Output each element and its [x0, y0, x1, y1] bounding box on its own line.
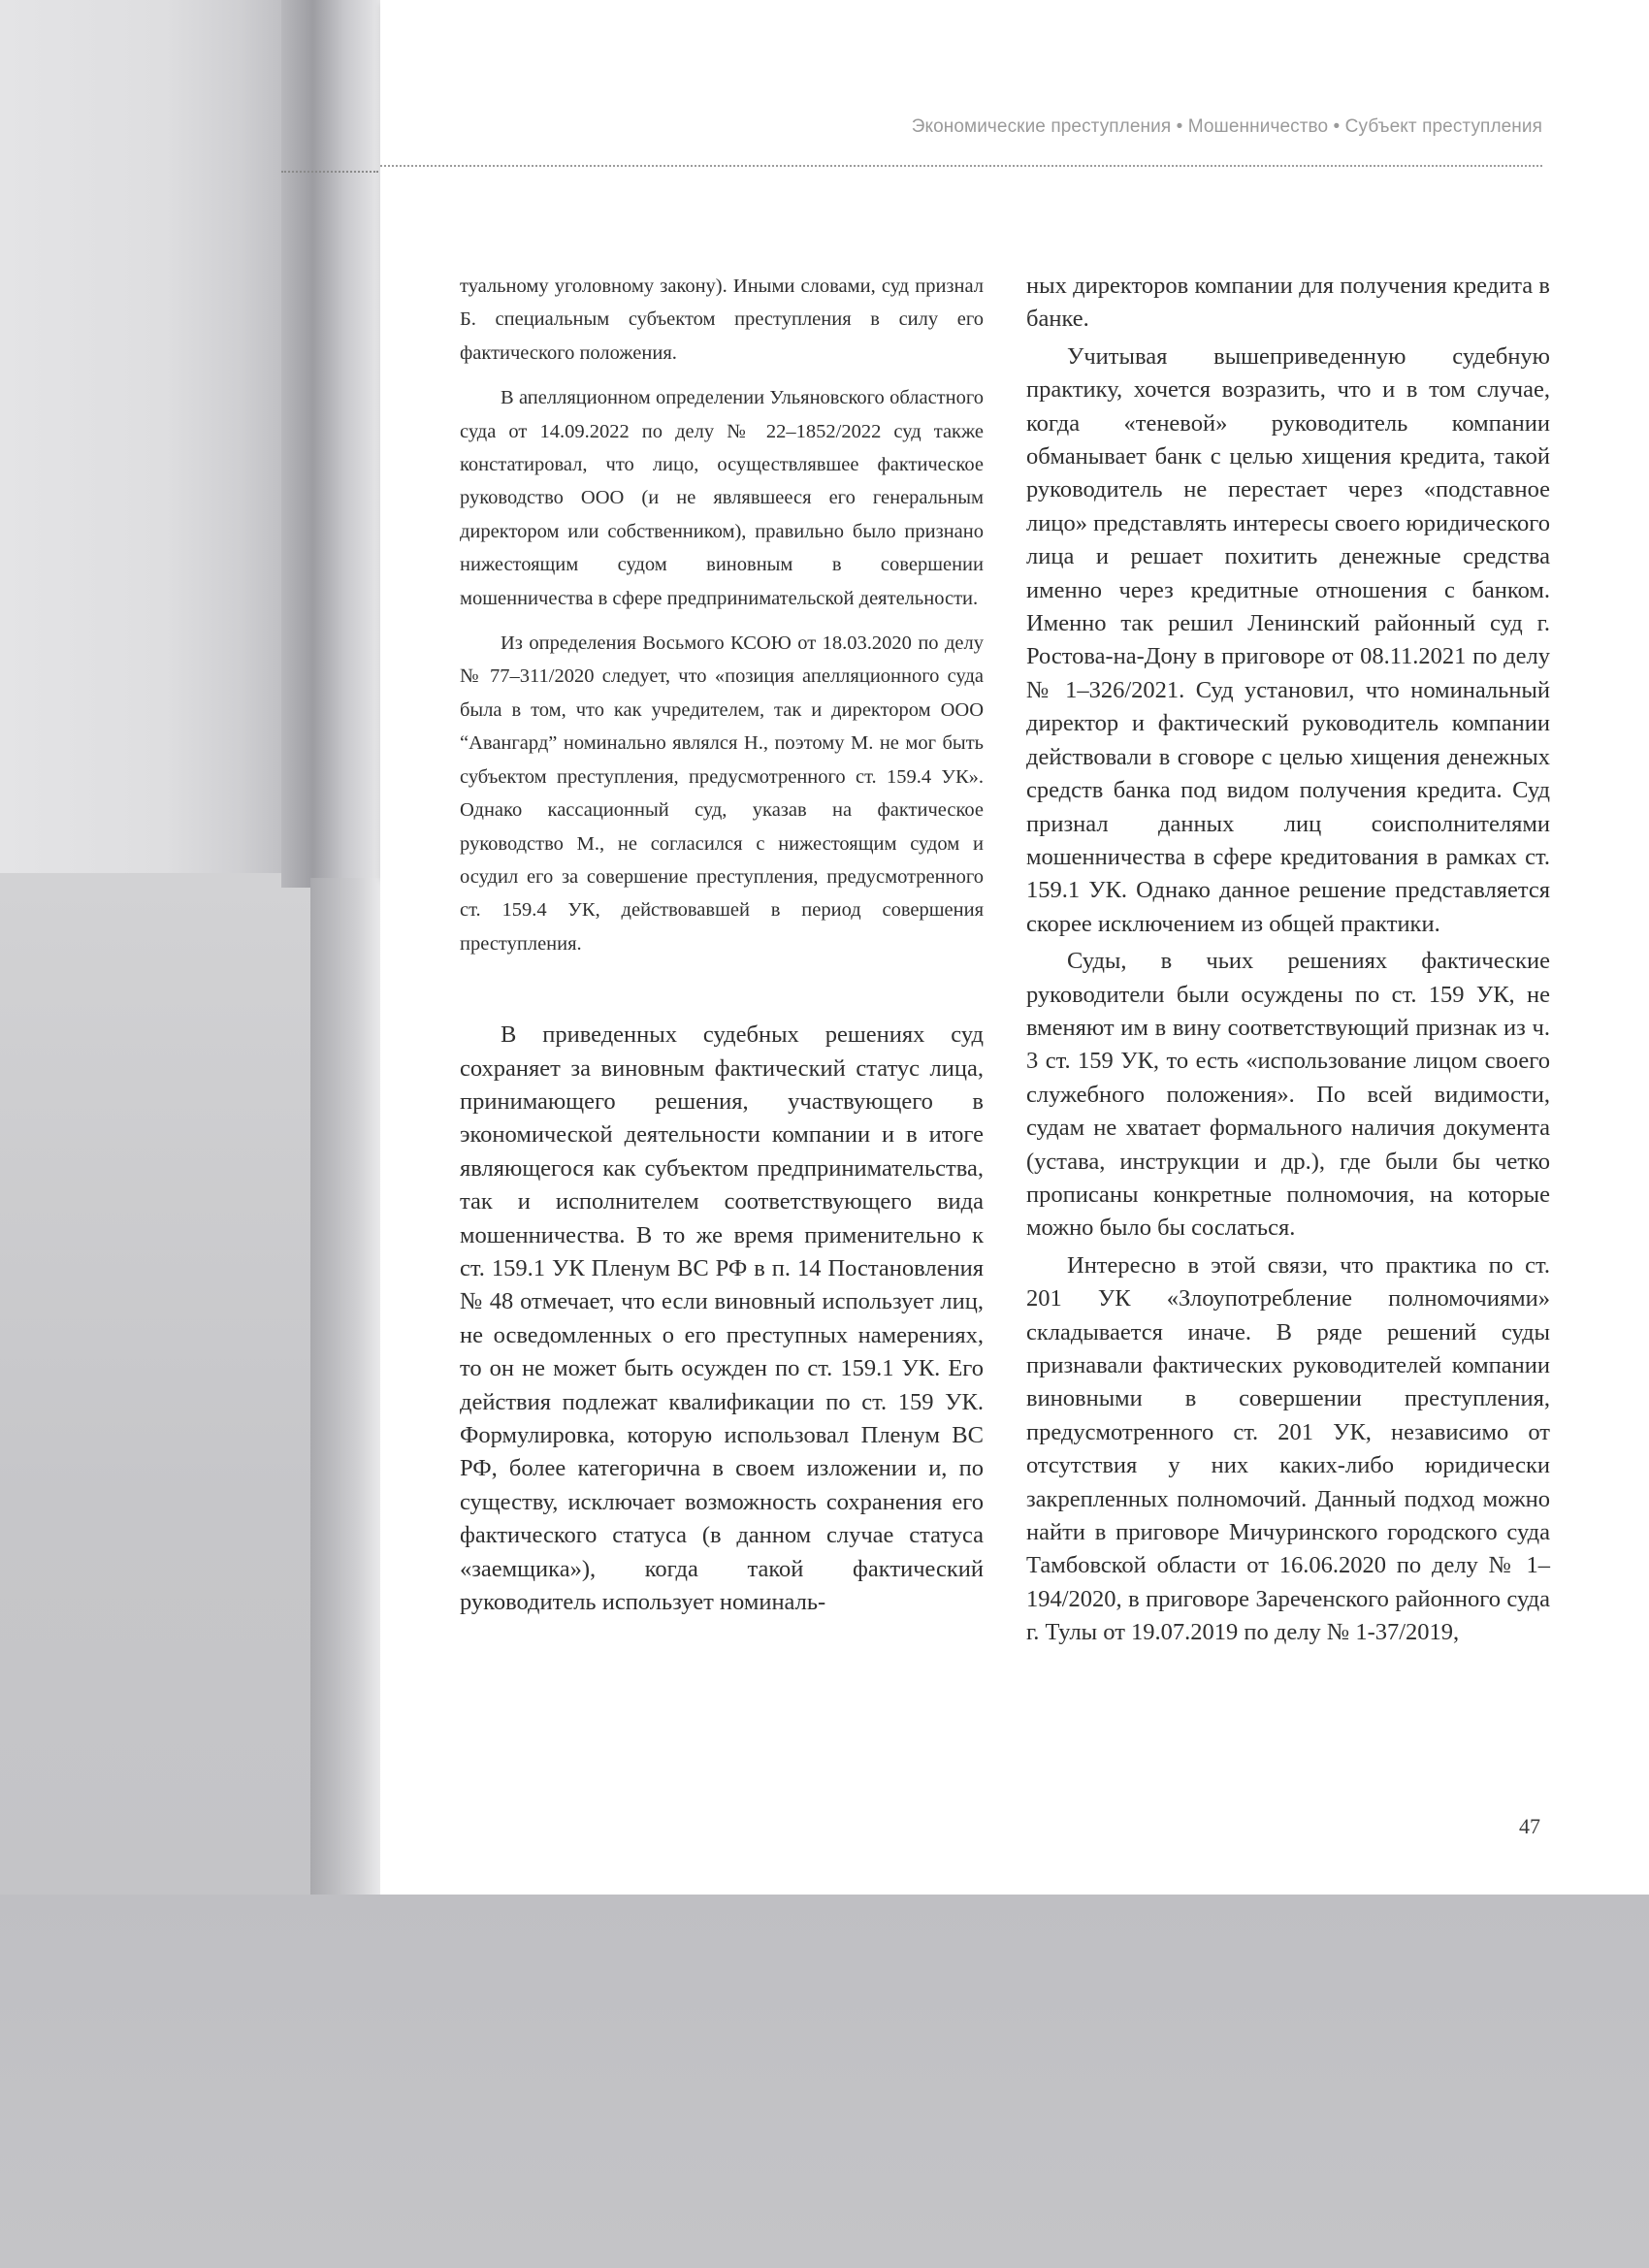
right-paragraph-4: Интересно в этой связи, что практика по ст. 201 УК «Злоупотребление полномочиями» складывается иначе. В ряде решений суды признавали фактических руководителей компании виновными в совершении преступления, предусмотренного ст. 201 УК, независимо от отсутствия у них каких-либо юридически закрепленных полномочий. Данный подход можно найти в приговоре Мичуринского городского суда Тамбовской области от 16.06.2020 по делу № 1–194/2020, в приговоре Зареченского районного суда г. Тулы от 19.07.2019 по делу № 1-37/2019, [1026, 1251, 1550, 1646]
left-column [460, 270, 984, 1619]
book-spine-lower [310, 878, 388, 1895]
facing-page-shadow [0, 0, 301, 873]
left-paragraph-2: В апелляционном определении Ульяновского областного суда от 14.09.2022 по делу № 22–1852/2022 суд также констатировал, что лицо, осуществлявшее фактическое руководство ООО (и не являвшееся его генеральным директором или собственником), правильно было признано нижестоящим судом виновным в совершении мошенничества в сфере предпринимательской деятельности. [460, 387, 984, 609]
scanner-bed-lower [0, 1895, 1649, 2268]
running-header: Экономические преступления • Мошенничество • Субъект преступления [911, 116, 1542, 137]
right-paragraph-2: Учитывая вышеприведенную судебную практику, хочется возразить, что и в том случае, когда «теневой» руководитель компании обманывает банк с целью хищения кредита, такой руководитель не перестает через «подставное лицо» представлять интересы своего юридического лица и решает похитить денежные средства именно через кредитные отношения с банком. Именно так решил Ленинский районный суд г. Ростова-на-Дону в приговоре от 08.11.2021 по делу № 1–326/2021. Суд установил, что номинальный директор и фактический руководитель компании действовали в сговоре с целью хищения денежных средств банка под видом получения кредита. Суд признал данных лиц соисполнителями мошенничества в сфере кредитования в рамках ст. 159.1 УК. Однако данное решение представляется скорее исключением из общей практики. [1026, 342, 1550, 937]
left-paragraph-1: туальному уголовному закону). Иными словами, суд признал Б. специальным субъектом преступления в силу его фактического положения. [460, 275, 984, 364]
header-dotted-rule [380, 165, 1542, 167]
column-gap [460, 960, 984, 1019]
right-paragraph-1: ных директоров компании для получения кредита в банке. [1026, 273, 1550, 333]
page-number: 47 [1519, 1814, 1540, 1838]
book-spine [281, 0, 388, 888]
right-column [1026, 270, 1550, 1650]
right-paragraph-3: Суды, в чьих решениях фактические руководители были осуждены по ст. 159 УК, не вменяют им в вину соответствующий признак из ч. 3 ст. 159 УК, то есть «использование лицом своего служебного положения». По всей видимости, судам не хватает формального наличия документа (устава, инструкции и др.), где были бы четко прописаны конкретные полномочия, на которые можно было бы сослаться. [1026, 948, 1550, 1242]
left-paragraph-3: Из определения Восьмого КСОЮ от 18.03.2020 по делу № 77–311/2020 следует, что «позиция апелляционного суда была в том, что как учредителем, так и директором ООО “Авангард” номинально являлся Н., поэтому М. не мог быть субъектом преступления, предусмотренного ст. 159.4 УК». Однако кассационный суд, указав на фактическое руководство М., не согласился с нижестоящим судом и осудил его за совершение преступления, предусмотренного ст. 159.4 УК, действовавшей в период совершения преступления. [460, 632, 984, 955]
facing-page-dotted-rule [281, 171, 378, 173]
left-paragraph-4: В приведенных судебных решениях суд сохраняет за виновным фактический статус лица, принимающего решения, участвующего в экономической деятельности компании и в итоге являющегося как субъектом предпринимательства, так и исполнителем соответствующего вида мошенничества. В то же время применительно к ст. 159.1 УК Пленум ВС РФ в п. 14 Постановления № 48 отмечает, что если виновный использует лиц, не осведомленных о его преступных намерениях, то он не может быть осужден по ст. 159.1 УК. Его действия подлежат квалификации по ст. 159 УК. Формулировка, которую использовал Пленум ВС РФ, более категорична в своем изложении и, по существу, исключает возможность сохранения его фактического статуса (в данном случае статуса «заемщика»), когда такой фактический руководитель использует номиналь- [460, 1021, 984, 1616]
